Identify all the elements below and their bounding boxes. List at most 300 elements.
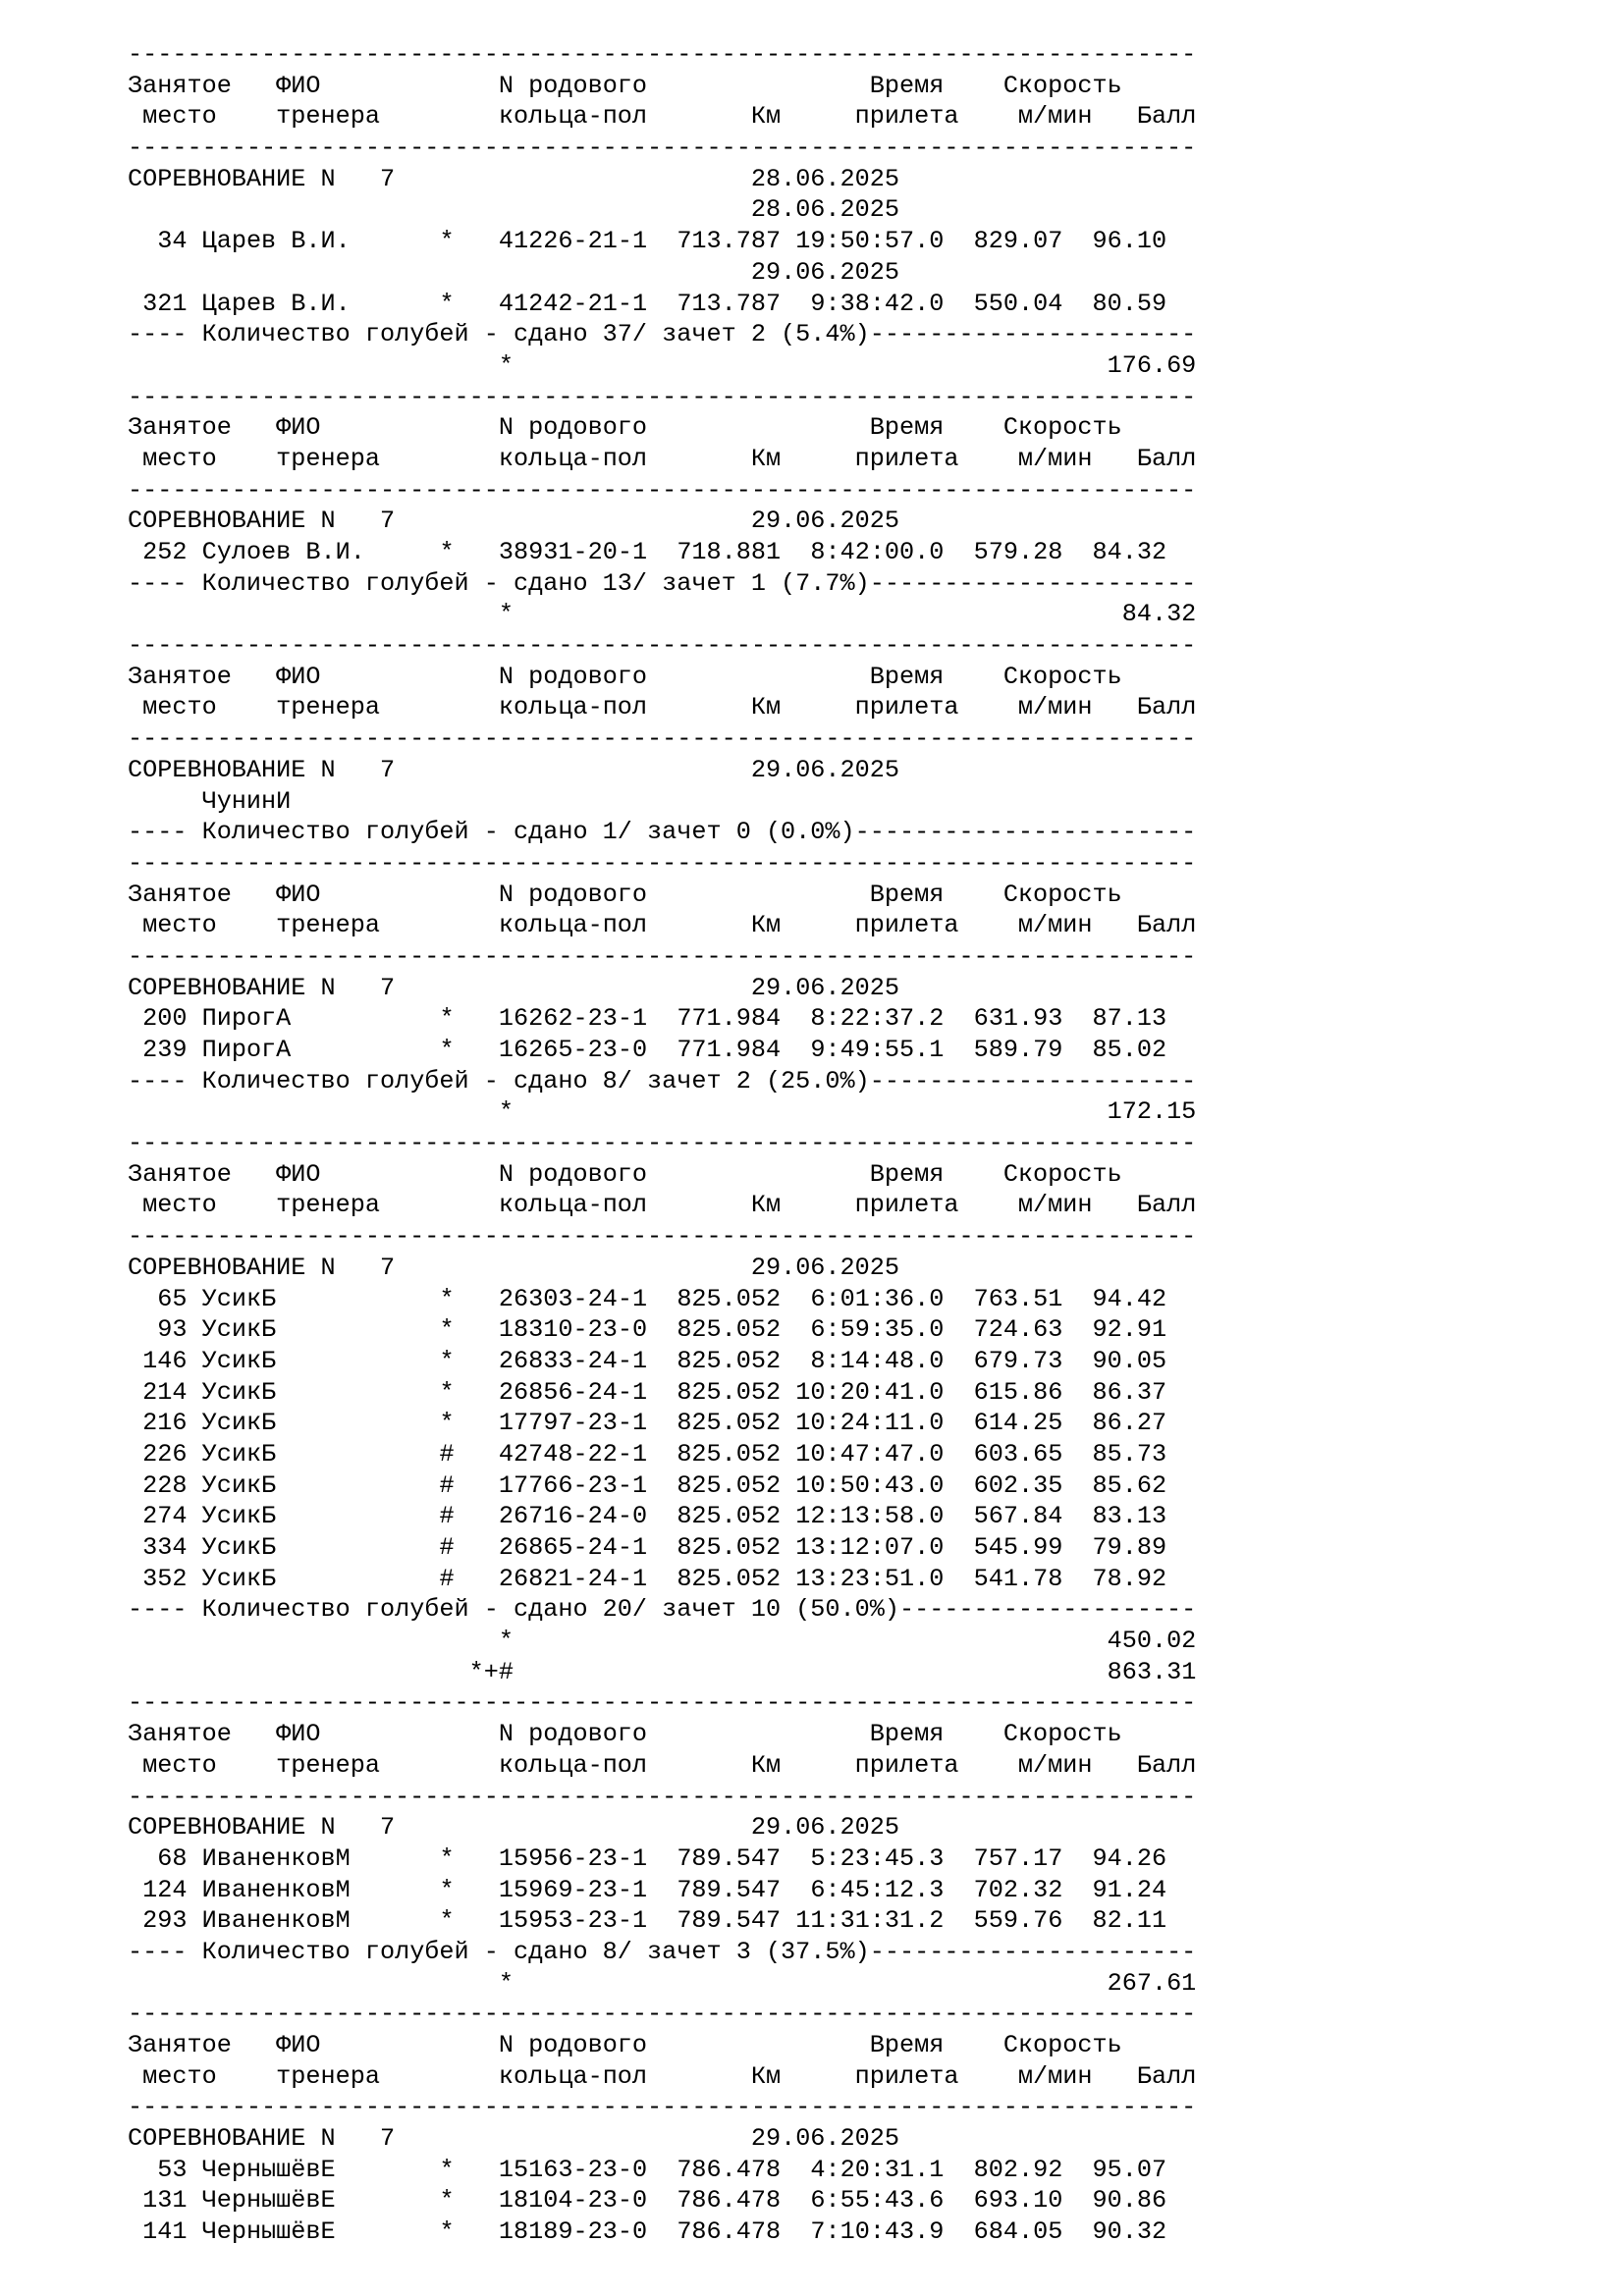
separator-line <box>128 133 1196 164</box>
distance-km: 825.052 <box>677 1533 782 1562</box>
separator-line <box>128 475 1196 507</box>
score: 85.02 <box>1062 1036 1167 1064</box>
trainer-name: УсикБ <box>201 1284 440 1313</box>
score: 96.10 <box>1062 227 1167 256</box>
header-place: место <box>128 102 277 132</box>
score: 94.42 <box>1062 1284 1167 1313</box>
header-speed: Скорость <box>1002 71 1137 100</box>
separator: ------------------------------------------------------------------------ <box>128 848 1197 878</box>
ring-number: 26856-24-1 <box>498 1377 677 1407</box>
header-place: Занятое <box>128 1159 277 1189</box>
separator: ------------------------------------------------------------------------ <box>128 2000 1197 2029</box>
place: 34 <box>128 227 188 256</box>
competition-line <box>128 1812 1196 1843</box>
summary-line <box>128 1066 1196 1097</box>
place: 293 <box>128 1906 188 1936</box>
header-place: место <box>128 2061 277 2091</box>
header-place: место <box>128 1191 277 1220</box>
distance-km: 718.881 <box>677 538 782 566</box>
summary-text: Количество голубей - сдано 37/ зачет 2 (5.4%) <box>201 320 870 349</box>
trainer-name: ПирогА <box>201 1004 440 1034</box>
score: 83.13 <box>1062 1502 1167 1531</box>
header-ring: кольца-пол <box>498 1191 722 1220</box>
speed: 829.07 <box>973 227 1063 256</box>
header-ring: кольца-пол <box>498 1750 722 1780</box>
result-row <box>128 2216 1196 2248</box>
ring-mark: * <box>439 2217 455 2247</box>
ring-mark: * <box>439 1843 455 1873</box>
header-place: Занятое <box>128 1720 277 1749</box>
header-score <box>1137 663 1196 691</box>
distance-km: 786.478 <box>677 2186 782 2216</box>
speed: 802.92 <box>973 2155 1063 2184</box>
score: 95.07 <box>1062 2155 1167 2184</box>
trainer-name: ЧернышёвЕ <box>201 2155 440 2184</box>
arrival-time: 8:22:37.2 <box>781 1004 945 1034</box>
competition-label: СОРЕВНОВАНИЕ N 7 <box>128 755 396 784</box>
header-km <box>722 413 840 442</box>
column-header-row <box>128 2030 1196 2061</box>
summary-dashes: ---- <box>128 568 202 598</box>
place: 141 <box>128 2217 188 2247</box>
arrival-time: 13:23:51.0 <box>781 1564 945 1593</box>
competition-line <box>128 973 1196 1004</box>
summary-line <box>128 1937 1196 1968</box>
header-km: Км <box>721 1191 840 1220</box>
speed: 614.25 <box>973 1409 1063 1438</box>
total-line <box>128 1096 1196 1128</box>
result-row <box>128 1875 1196 1906</box>
summary-text: Количество голубей - сдано 8/ зачет 2 (25.0%) <box>201 1066 870 1095</box>
header-place: Занятое <box>128 413 277 443</box>
result-row <box>128 1532 1196 1564</box>
ring-number: 38931-20-1 <box>498 538 677 566</box>
result-row <box>128 1905 1196 1937</box>
arrival-time: 12:13:58.0 <box>781 1502 945 1531</box>
header-ring: N родового <box>498 1720 722 1749</box>
distance-km: 825.052 <box>677 1502 782 1531</box>
column-header-row <box>128 444 1196 475</box>
column-header-row <box>128 662 1196 693</box>
speed: 684.05 <box>973 2217 1063 2247</box>
total-value: 176.69 <box>1107 350 1197 380</box>
header-time: прилета <box>839 2061 1003 2091</box>
header-ring: N родового <box>498 662 722 691</box>
header-km: Км <box>721 2061 840 2091</box>
result-row <box>128 1501 1196 1532</box>
place: 124 <box>128 1875 188 1904</box>
ring-number: 15953-23-1 <box>498 1906 677 1936</box>
summary-dashes: ---- <box>128 1937 202 1966</box>
total-value: 863.31 <box>1107 1657 1197 1686</box>
distance-km: 825.052 <box>677 1284 782 1313</box>
column-header-row <box>128 1159 1196 1191</box>
place: 228 <box>128 1470 188 1500</box>
place: 334 <box>128 1533 188 1562</box>
separator: ------------------------------------------------------------------------ <box>128 382 1197 411</box>
header-time: Время <box>839 1720 1003 1749</box>
score: 84.32 <box>1062 538 1167 566</box>
total-line <box>128 350 1196 382</box>
ring-number: 16262-23-1 <box>498 1004 677 1034</box>
separator-line <box>128 1221 1196 1253</box>
result-row <box>128 1439 1196 1470</box>
result-row <box>128 2155 1196 2186</box>
header-name: тренера <box>276 1191 499 1220</box>
summary-text: Количество голубей - сдано 13/ зачет 1 (7.7%) <box>201 568 870 598</box>
header-place: Занятое <box>128 71 277 100</box>
ring-mark: * <box>439 1906 455 1936</box>
header-place: место <box>128 693 277 722</box>
score: 85.62 <box>1062 1470 1167 1500</box>
speed: 567.84 <box>973 1502 1063 1531</box>
result-row <box>128 1035 1196 1066</box>
header-ring: кольца-пол <box>498 693 722 722</box>
header-speed: м/мин <box>1002 911 1137 940</box>
summary-dashes: ---------------------- <box>869 1066 1197 1095</box>
summary-dashes: ---------------------- <box>869 568 1197 598</box>
separator-line <box>128 382 1196 413</box>
score: 86.37 <box>1062 1377 1167 1407</box>
trainer-name: УсикБ <box>201 1564 440 1593</box>
speed: 579.28 <box>973 538 1063 566</box>
summary-dashes: ----------------------- <box>854 818 1197 847</box>
row-date: 28.06.2025 <box>750 195 899 225</box>
summary-dashes: ---- <box>128 818 202 847</box>
header-km: Км <box>721 693 840 722</box>
separator: ------------------------------------------------------------------------ <box>128 1129 1197 1158</box>
header-ring: N родового <box>498 2031 722 2059</box>
competition-date: 29.06.2025 <box>750 1813 899 1842</box>
ring-mark: # <box>439 1470 455 1500</box>
summary-line <box>128 817 1196 848</box>
ring-mark: * <box>439 227 455 256</box>
header-time: прилета <box>839 911 1003 940</box>
speed: 702.32 <box>973 1875 1063 1904</box>
separator-line <box>128 630 1196 662</box>
arrival-time: 9:49:55.1 <box>781 1036 945 1064</box>
header-time: Время <box>839 662 1003 691</box>
distance-km: 825.052 <box>677 1439 782 1468</box>
trainer-name: УсикБ <box>201 1377 440 1407</box>
header-name: ФИО <box>276 1159 499 1189</box>
competition-label: СОРЕВНОВАНИЕ N 7 <box>128 507 396 536</box>
header-score: Балл <box>1136 1191 1197 1220</box>
header-speed: м/мин <box>1002 2061 1137 2091</box>
speed: 615.86 <box>973 1377 1063 1407</box>
arrival-time: 10:24:11.0 <box>781 1409 945 1438</box>
place: 274 <box>128 1502 188 1531</box>
arrival-time: 10:50:43.0 <box>781 1470 945 1500</box>
score: 94.26 <box>1062 1843 1167 1873</box>
ring-mark: # <box>439 1533 455 1562</box>
header-km <box>722 72 840 100</box>
separator-line <box>128 848 1196 880</box>
total-value: 84.32 <box>1121 600 1197 629</box>
header-km <box>722 2031 840 2059</box>
place: 131 <box>128 2186 188 2216</box>
score: 90.05 <box>1062 1346 1167 1375</box>
separator: ------------------------------------------------------------------------ <box>128 40 1197 69</box>
speed: 693.10 <box>973 2186 1063 2216</box>
separator: ------------------------------------------------------------------------ <box>128 1222 1197 1252</box>
separator-line <box>128 1999 1196 2030</box>
result-row <box>128 289 1196 320</box>
place: 146 <box>128 1346 188 1375</box>
result-row <box>128 1377 1196 1409</box>
column-header-row <box>128 1719 1196 1750</box>
separator-line <box>128 941 1196 973</box>
speed: 545.99 <box>973 1533 1063 1562</box>
header-place: Занятое <box>128 880 277 909</box>
trainer-name: УсикБ <box>201 1470 440 1500</box>
trainer-name: Царев В.И. <box>201 289 440 318</box>
speed: 724.63 <box>973 1315 1063 1345</box>
distance-km: 825.052 <box>677 1377 782 1407</box>
summary-text: Количество голубей - сдано 1/ зачет 0 (0.0%) <box>201 818 855 847</box>
score: 80.59 <box>1062 289 1167 318</box>
score: 87.13 <box>1062 1004 1167 1034</box>
header-speed: Скорость <box>1002 662 1137 691</box>
trainer-name: ИваненковМ <box>201 1906 440 1936</box>
column-header-row <box>128 880 1196 911</box>
separator: ------------------------------------------------------------------------ <box>128 133 1197 163</box>
total-line <box>128 1626 1196 1657</box>
speed: 602.35 <box>973 1470 1063 1500</box>
header-name: тренера <box>276 693 499 722</box>
distance-km: 786.478 <box>677 2217 782 2247</box>
competition-date: 28.06.2025 <box>750 164 899 193</box>
distance-km: 825.052 <box>677 1315 782 1345</box>
header-time: Время <box>839 2031 1003 2059</box>
trainer-name: УсикБ <box>201 1315 440 1345</box>
header-time: прилета <box>839 1191 1003 1220</box>
result-row <box>128 1346 1196 1377</box>
distance-km: 825.052 <box>677 1346 782 1375</box>
header-speed: Скорость <box>1002 2031 1137 2059</box>
header-name: тренера <box>276 911 499 940</box>
column-header-row <box>128 1750 1196 1782</box>
trainer-name: ЧернышёвЕ <box>201 2217 440 2247</box>
header-km: Км <box>721 911 840 940</box>
ring-mark: * <box>439 289 455 318</box>
score: 91.24 <box>1062 1875 1167 1904</box>
summary-dashes: ---------------------- <box>869 1937 1197 1966</box>
column-header-row <box>128 692 1196 723</box>
ring-number: 26865-24-1 <box>498 1533 677 1562</box>
header-name: тренера <box>276 102 499 132</box>
header-ring: кольца-пол <box>498 444 722 473</box>
summary-line <box>128 568 1196 600</box>
arrival-time: 7:10:43.9 <box>781 2217 945 2247</box>
summary-line <box>128 1594 1196 1626</box>
competition-label: СОРЕВНОВАНИЕ N 7 <box>128 164 396 193</box>
separator: ------------------------------------------------------------------------ <box>128 631 1197 661</box>
competition-line <box>128 2123 1196 2155</box>
distance-km: 713.787 <box>677 227 782 256</box>
distance-km: 825.052 <box>677 1564 782 1593</box>
trainer-name: УсикБ <box>201 1409 440 1438</box>
place: 93 <box>128 1315 188 1345</box>
distance-km: 825.052 <box>677 1409 782 1438</box>
header-speed: Скорость <box>1002 413 1137 443</box>
arrival-time: 5:23:45.3 <box>781 1843 945 1873</box>
speed: 589.79 <box>973 1036 1063 1064</box>
header-name: ФИО <box>276 2031 499 2059</box>
result-row <box>128 1314 1196 1346</box>
separator-line <box>128 1687 1196 1719</box>
speed: 763.51 <box>973 1284 1063 1313</box>
arrival-time: 19:50:57.0 <box>781 227 945 256</box>
score: 90.32 <box>1062 2217 1167 2247</box>
header-km: Км <box>721 102 840 132</box>
distance-km: 789.547 <box>677 1875 782 1904</box>
header-place: Занятое <box>128 662 277 691</box>
result-row <box>128 1564 1196 1595</box>
total-mark: * <box>498 350 514 380</box>
result-row <box>128 1284 1196 1315</box>
trainer-name: ИваненковМ <box>201 1875 440 1904</box>
separator: ------------------------------------------------------------------------ <box>128 475 1197 505</box>
summary-line <box>128 319 1196 350</box>
place: 352 <box>128 1564 188 1593</box>
separator-line <box>128 723 1196 755</box>
separator-line <box>128 39 1196 71</box>
header-score: Балл <box>1136 911 1197 940</box>
result-row <box>128 226 1196 257</box>
distance-km: 789.547 <box>677 1906 782 1936</box>
header-name: тренера <box>276 2061 499 2091</box>
total-mark: * <box>498 1968 514 1998</box>
distance-km: 771.984 <box>677 1004 782 1034</box>
trainer-name: УсикБ <box>201 1439 440 1468</box>
header-score <box>1137 2031 1196 2059</box>
summary-dashes: ---- <box>128 320 202 349</box>
ring-mark: # <box>439 1564 455 1593</box>
ring-number: 41226-21-1 <box>498 227 677 256</box>
ring-number: 26716-24-0 <box>498 1502 677 1531</box>
speed: 603.65 <box>973 1439 1063 1468</box>
competition-label: СОРЕВНОВАНИЕ N 7 <box>128 1253 396 1282</box>
header-ring: кольца-пол <box>498 2061 722 2091</box>
distance-km: 713.787 <box>677 289 782 318</box>
name-only-line <box>128 786 1196 818</box>
competition-line <box>128 164 1196 195</box>
header-km: Км <box>721 444 840 473</box>
header-name: ФИО <box>276 71 499 100</box>
competition-date: 29.06.2025 <box>750 507 899 536</box>
header-ring: N родового <box>498 880 722 909</box>
header-time: прилета <box>839 102 1003 132</box>
ring-mark: * <box>439 1315 455 1345</box>
competition-label: СОРЕВНОВАНИЕ N 7 <box>128 1813 396 1842</box>
header-score: Балл <box>1136 444 1197 473</box>
competition-date: 29.06.2025 <box>750 973 899 1002</box>
score: 82.11 <box>1062 1906 1167 1936</box>
speed: 631.93 <box>973 1004 1063 1034</box>
result-row <box>128 2185 1196 2216</box>
row-date-line <box>128 257 1196 289</box>
column-header-row <box>128 1190 1196 1221</box>
place: 239 <box>128 1036 188 1064</box>
trainer-name: ПирогА <box>201 1036 440 1064</box>
header-name: ФИО <box>276 413 499 443</box>
separator: ------------------------------------------------------------------------ <box>128 941 1197 971</box>
ring-number: 17766-23-1 <box>498 1470 677 1500</box>
header-speed: м/мин <box>1002 693 1137 722</box>
header-name: тренера <box>276 1750 499 1780</box>
header-speed: м/мин <box>1002 1750 1137 1780</box>
arrival-time: 9:38:42.0 <box>781 289 945 318</box>
ring-mark: * <box>439 538 455 566</box>
total-line <box>128 1657 1196 1688</box>
total-mark: *+# <box>468 1657 514 1686</box>
row-date: 29.06.2025 <box>750 257 899 287</box>
header-place: место <box>128 444 277 473</box>
header-ring: N родового <box>498 1159 722 1189</box>
header-score <box>1137 881 1196 909</box>
header-score: Балл <box>1136 2061 1197 2091</box>
arrival-time: 8:14:48.0 <box>781 1346 945 1375</box>
header-place: место <box>128 911 277 940</box>
ring-mark: * <box>439 1377 455 1407</box>
place: 214 <box>128 1377 188 1407</box>
header-speed: Скорость <box>1002 1720 1137 1749</box>
header-name: тренера <box>276 444 499 473</box>
ring-number: 42748-22-1 <box>498 1439 677 1468</box>
header-km <box>722 1160 840 1189</box>
ring-mark: * <box>439 1409 455 1438</box>
place: 53 <box>128 2155 188 2184</box>
header-score: Балл <box>1136 693 1197 722</box>
arrival-time: 6:01:36.0 <box>781 1284 945 1313</box>
arrival-time: 4:20:31.1 <box>781 2155 945 2184</box>
ring-number: 18189-23-0 <box>498 2217 677 2247</box>
trainer-name: Сулоев В.И. <box>201 538 440 566</box>
arrival-time: 8:42:00.0 <box>781 538 945 566</box>
separator: ------------------------------------------------------------------------ <box>128 1688 1197 1718</box>
header-km: Км <box>721 1750 840 1780</box>
ring-number: 18104-23-0 <box>498 2186 677 2216</box>
header-ring: N родового <box>498 413 722 443</box>
place: 321 <box>128 289 188 318</box>
ring-mark: # <box>439 1502 455 1531</box>
header-ring: кольца-пол <box>498 911 722 940</box>
arrival-time: 10:47:47.0 <box>781 1439 945 1468</box>
arrival-time: 6:59:35.0 <box>781 1315 945 1345</box>
header-place: Занятое <box>128 2031 277 2059</box>
separator: ------------------------------------------------------------------------ <box>128 724 1197 754</box>
header-name: ФИО <box>276 1720 499 1749</box>
competition-date: 29.06.2025 <box>750 2124 899 2154</box>
speed: 550.04 <box>973 289 1063 318</box>
header-km <box>722 663 840 691</box>
distance-km: 771.984 <box>677 1036 782 1064</box>
ring-mark: * <box>439 1036 455 1064</box>
place: 68 <box>128 1843 188 1873</box>
result-row <box>128 1843 1196 1875</box>
report-sheet <box>128 39 1196 2248</box>
place: 216 <box>128 1409 188 1438</box>
header-km <box>722 1720 840 1748</box>
place: 252 <box>128 538 188 566</box>
ring-mark: * <box>439 1284 455 1313</box>
total-mark: * <box>498 1097 514 1127</box>
trainer-name: УсикБ <box>201 1502 440 1531</box>
total-value: 267.61 <box>1107 1968 1197 1998</box>
row-date-line <box>128 194 1196 226</box>
separator-line <box>128 2092 1196 2123</box>
